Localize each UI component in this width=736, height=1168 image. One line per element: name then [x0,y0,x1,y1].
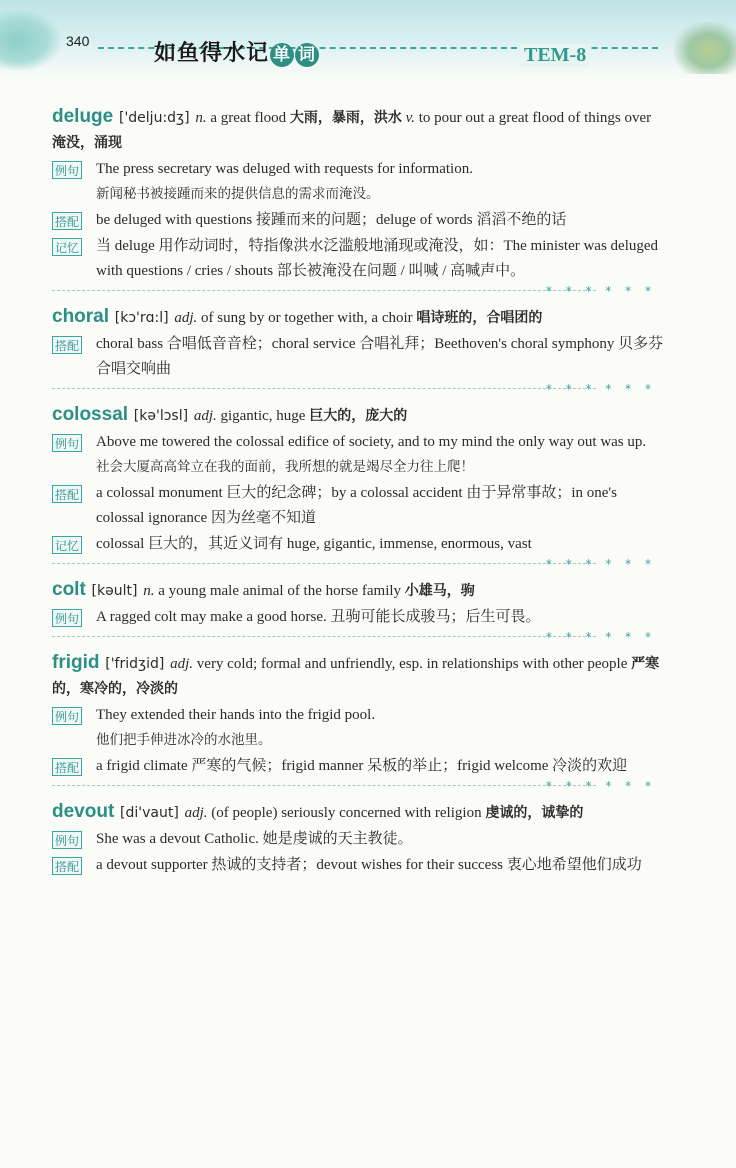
entry-separator [52,286,664,304]
tag-记忆: 记忆 [52,536,82,554]
entry-row [52,827,664,852]
row-text [96,605,664,630]
headword-line [52,650,664,702]
row-main-text: The press secretary was deluged with requests for information. [96,161,473,177]
row-text [96,430,664,480]
part-of-speech: v. [401,110,415,126]
separator-stars: * * * * * * [545,382,656,396]
row-main-text: be deluged with questions 接踵而来的问题；deluge of words 滔滔不绝的话 [96,212,567,228]
separator-line [52,563,596,564]
headword: choral [52,306,110,327]
entry-row [52,430,664,480]
tag-搭配: 搭配 [52,758,82,776]
headword: devout [52,801,115,822]
separator-line [52,388,596,389]
entry-row [52,234,664,284]
row-translation: 他们把手伸进冰冷的水池里。 [96,732,272,748]
row-text [96,532,664,557]
entry-separator [52,384,664,402]
headword-line [52,577,664,604]
chinese-definition: 严寒的，寒冷的，冷淡的 [52,656,660,697]
part-of-speech: adj. [170,656,194,672]
pronunciation: [kə'lɔsl] [133,408,189,424]
entry-row [52,157,664,207]
row-main-text: 当 deluge 用作动词时，特指像洪水泛滥般地涌现或淹没，如：The minister was deluged with questions / cries / shouts 部长被淹没在问题 / 叫喊 / 高喊声中。 [96,238,659,279]
separator-stars: * * * * * * [545,630,656,644]
english-definition: gigantic, huge [216,408,310,424]
entry-choral [52,304,664,382]
row-main-text: a devout supporter 热诚的支持者；devout wishes for their success 衷心地希望他们成功 [96,857,642,873]
row-text [96,827,664,852]
entry-deluge [52,104,664,284]
separator-stars: * * * * * * [545,284,656,298]
entry-row [52,605,664,630]
english-definition: a great flood [206,110,290,126]
entry-devout [52,799,664,878]
tag-搭配: 搭配 [52,485,82,503]
row-text [96,157,664,207]
row-text [96,234,664,284]
row-translation: 社会大厦高高耸立在我的面前，我所想的就是竭尽全力往上爬！ [96,459,474,475]
row-main-text: They extended their hands into the frigid pool. [96,707,376,723]
english-definition: of sung by or together with, a choir [197,310,417,326]
part-of-speech: n. [143,583,155,599]
exam-label: TEM-8 [520,44,590,67]
headword-line [52,304,664,331]
row-text [96,332,664,382]
separator-stars: * * * * * * [545,779,656,793]
row-text [96,481,664,531]
english-definition: to pour out a great flood of things over [414,110,652,126]
tag-例句: 例句 [52,831,82,849]
row-text [96,754,664,779]
entry-separator [52,632,664,650]
pronunciation: ['fridʒid] [105,656,165,672]
tag-搭配: 搭配 [52,336,82,354]
chinese-definition: 淹没，涌现 [52,135,122,151]
tag-例句: 例句 [52,161,82,179]
headword-line [52,402,664,429]
entry-row [52,853,664,878]
separator-stars: * * * * * * [545,557,656,571]
english-definition: (of people) seriously concerned with religion [207,805,486,821]
row-text [96,853,664,878]
headword: colt [52,579,86,600]
pronunciation: ['delju:dʒ] [118,110,190,126]
entry-colossal [52,402,664,557]
tag-记忆: 记忆 [52,238,82,256]
entry-frigid [52,650,664,779]
headword-line [52,799,664,826]
chinese-definition: 大雨，暴雨，洪水 [289,110,402,126]
tag-例句: 例句 [52,434,82,452]
headword: colossal [52,404,129,425]
row-main-text: colossal 巨大的，其近义词有 huge, gigantic, immense, enormous, vast [96,536,532,552]
entry-row [52,754,664,779]
english-definition: a young male animal of the horse family [154,583,405,599]
english-definition: very cold; formal and unfriendly, esp. in relationships with other people [193,656,632,672]
entry-row [52,532,664,557]
entry-row [52,481,664,531]
row-main-text: A ragged colt may make a good horse. 丑驹可能长成骏马；后生可畏。 [96,609,541,625]
pronunciation: [kəult] [91,583,138,599]
tag-搭配: 搭配 [52,212,82,230]
row-text [96,703,664,753]
headword: deluge [52,106,114,127]
header-left-decoration [0,10,60,70]
row-text [96,208,664,233]
row-main-text: choral bass 合唱低音音栓；choral service 合唱礼拜；Beethoven's choral symphony 贝多芬合唱交响曲 [96,336,664,377]
separator-line [52,785,596,786]
entry-row [52,332,664,382]
part-of-speech: adj. [184,805,208,821]
page-number: 340 [66,33,90,49]
header-right-decoration [674,22,736,74]
book-title [150,36,323,67]
separator-line [52,290,596,291]
book-title-circled-char-2: 词 [295,43,319,67]
headword: frigid [52,652,100,673]
part-of-speech: adj. [193,408,217,424]
pronunciation: [di'vaut] [120,805,179,821]
dictionary-entries [52,104,664,878]
tag-搭配: 搭配 [52,857,82,875]
row-main-text: a frigid climate 严寒的气候；frigid manner 呆板的举止；frigid welcome 冷淡的欢迎 [96,758,628,774]
entry-colt [52,577,664,630]
entry-row [52,703,664,753]
entry-row [52,208,664,233]
chinese-definition: 巨大的，庞大的 [309,408,408,424]
book-title-text: 如鱼得水记 [154,41,270,66]
chinese-definition: 小雄马，驹 [404,583,475,599]
pronunciation: [kɔ'rɑ:l] [114,310,169,326]
entry-separator [52,559,664,577]
chinese-definition: 唱诗班的，合唱团的 [416,310,543,326]
part-of-speech: n. [195,110,207,126]
row-main-text: a colossal monument 巨大的纪念碑；by a colossal accident 由于异常事故；in one's colossal ignorance 因为丝毫不知道 [96,485,617,526]
chinese-definition: 虔诚的，诚挚的 [485,805,584,821]
headword-line [52,104,664,156]
part-of-speech: adj. [174,310,198,326]
tag-例句: 例句 [52,707,82,725]
row-translation: 新闻秘书被接踵而来的提供信息的需求而淹没。 [96,186,380,202]
separator-line [52,636,596,637]
row-main-text: She was a devout Catholic. 她是虔诚的天主教徒。 [96,831,413,847]
book-title-circled-char-1: 单 [270,43,294,67]
tag-例句: 例句 [52,609,82,627]
page-header [0,0,736,80]
row-main-text: Above me towered the colossal edifice of society, and to my mind the only way out was up. [96,434,647,450]
entry-separator [52,781,664,799]
